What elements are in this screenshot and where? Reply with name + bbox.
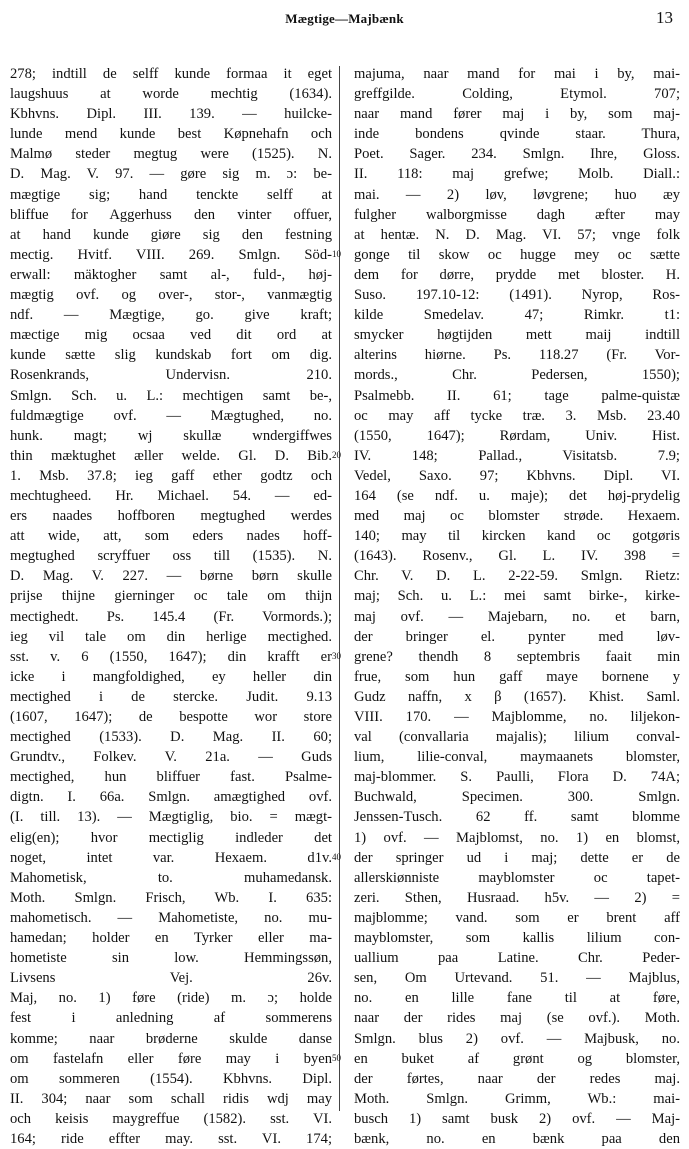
text-line: mægtige sig; hand tenckte selff at [10, 186, 332, 203]
text-line: Moth. Smlgn. Frisch, Wb. I. 635: [10, 889, 332, 906]
text-line: D. Mag. V. 97. — gøre sig m. ɔ: be- [10, 166, 332, 183]
text-line: Mahometisk, to. muhamedansk. [10, 869, 332, 886]
text-line: mectighed i de stercke. Judit. 9.13 [10, 688, 332, 705]
text-line: (1607, 1647); de bespotte wor store [10, 709, 332, 725]
text-line: Psalmebb. II. 61; tage palme-quistæ [354, 387, 680, 404]
text-line: mectig. Hvitf. VIII. 269. Smlgn. Söd- [10, 246, 332, 263]
text-line: 140; may til kircken kand oc gotgøris [354, 528, 680, 545]
text-line: och keisis maygreffue (1582). sst. VI. [10, 1110, 332, 1127]
text-line: 278; indtill de selff kunde formaa it eget [10, 66, 332, 82]
text-line: zeri. Sthen, Husraad. h5v. — 2) = [354, 889, 680, 906]
column-divider [339, 66, 340, 1111]
text-line: kilde Smedelav. 47; Rimkr. t1: [354, 307, 680, 324]
text-line: Grundtv., Folkev. V. 21a. — Guds [10, 749, 332, 766]
line-number-marker: 20 [332, 449, 341, 460]
text-line: Poet. Sager. 234. Smlgn. Ihre, Gloss. [354, 146, 680, 163]
text-line: bliffue for Aggerhuss den vinter offuer, [10, 206, 332, 223]
text-line: inde bondens qvinde staar. Thura, [354, 126, 680, 143]
text-line: mechtugheed. Hr. Michael. 54. — ed- [10, 487, 332, 504]
text-line: att wide, att, som eders nades hoff- [10, 528, 332, 545]
text-line: laugshuus at worde mechtig (1634). [10, 86, 332, 103]
text-line: ieg vil tale om din herlige mectighed. [10, 628, 332, 645]
text-line: mords., Chr. Pedersen, 1550); [354, 367, 680, 384]
text-line: fuldmægtige ovf. — Mægtughed, no. [10, 407, 332, 424]
text-line: hometiste sin low. Hemmingssøn, [10, 950, 332, 967]
text-line: fest i anledning af sommerens [10, 1010, 332, 1027]
text-line: II. 304; naar som schall ridis wdj may [10, 1090, 332, 1107]
text-line: alterins hiørne. Ps. 118.27 (Fr. Vor- [354, 347, 680, 364]
text-line: IV. 148; Pallad., Visitatsb. 7.9; [354, 447, 680, 464]
page-number: 13 [656, 8, 673, 27]
text-line: gonge til skow oc hugge mey oc sætte [354, 246, 680, 263]
line-number-marker: 30 [332, 650, 341, 661]
text-line: der bringer el. pynter med løv- [354, 628, 680, 645]
text-line: (I. till. 13). — Mægtiglig, bio. = mægt- [10, 809, 332, 826]
text-line: elig(en); hvor mectiglig indleder det [10, 829, 332, 846]
text-line: 1) ovf. — Majblomst, no. 1) en blomst, [354, 829, 680, 846]
text-line: mægtig ovf. og over-, stor-, vanmægtig [10, 287, 332, 304]
text-line: lunde mend kunde best Køpnehafn och [10, 126, 332, 143]
text-line: prijse thijne gierninger oc tale om thijn [10, 588, 332, 605]
text-line: greffgilde. Colding, Etymol. 707; [354, 86, 680, 103]
text-line: med maj oc blomster strøde. Hexaem. [354, 508, 680, 525]
text-line: Jenssen-Tusch. 62 ff. samt blomme [354, 809, 680, 826]
text-line: (1643). Rosenv., Gl. L. IV. 398 = [354, 548, 680, 565]
text-line: Livsens Vej. 26v. [10, 970, 332, 987]
text-line: maj; Sch. u. L.: mei samt birke-, kirke- [354, 588, 680, 605]
text-line: megtughed scryffuer oss till (1535). N. [10, 548, 332, 565]
text-line: Vedel, Saxo. 97; Kbhvns. Dipl. VI. [354, 467, 680, 484]
text-line: Maj, no. 1) føre (ride) m. ɔ; holde [10, 990, 332, 1007]
text-line: digtn. I. 66a. Smlgn. amægtighed ovf. [10, 789, 332, 806]
text-line: komme; naar brøderne skulde danse [10, 1030, 332, 1047]
text-line: ers naades hoffboren megtughed werdes [10, 508, 332, 525]
running-head: Mægtige—Majbænk [285, 11, 404, 26]
text-line: maj-blommer. S. Paulli, Flora D. 74A; [354, 769, 680, 786]
text-line: en buket af grønt og blomster, [354, 1050, 680, 1067]
text-line: Malmø steder megtug were (1525). N. [10, 146, 332, 163]
text-line: Moth. Smlgn. Grimm, Wb.: mai- [354, 1090, 680, 1107]
text-line: maj ovf. — Majebarn, no. et barn, [354, 608, 680, 625]
text-line: (1550, 1647); Rørdam, Univ. Hist. [354, 427, 680, 444]
text-line: naar der rides maj (se ovf.). Moth. [354, 1010, 680, 1027]
text-line: 164 (se ndf. u. maje); det høj-prydelig [354, 487, 680, 504]
text-line: fulgher walborgmisse dagh æfter may [354, 206, 680, 223]
text-line: dem for dørre, prydde met bloster. H. [354, 266, 680, 283]
text-line: majuma, naar mand for mai i by, mai- [354, 66, 680, 82]
text-line: noget, intet var. Hexaem. d1v. [10, 849, 332, 866]
text-line: mæctige mig ocsaa ved dit ord at [10, 327, 332, 344]
text-line: mectighed (1533). D. Mag. II. 60; [10, 729, 332, 746]
text-line: allerskiønniste mayblomster oc tapet- [354, 869, 680, 886]
text-line: hunk. magt; wj skullæ wndergiffwes [10, 427, 332, 444]
line-number-marker: 40 [332, 851, 341, 862]
text-line: om sommeren (1554). Kbhvns. Dipl. [10, 1070, 332, 1087]
text-line: D. Mag. V. 227. — børne børn skulle [10, 568, 332, 585]
text-line: at hand kunde giøre sig den festning [10, 226, 332, 243]
text-line: sst. v. 6 (1550, 1647); din krafft er [10, 648, 332, 665]
text-line: 1. Msb. 37.8; ieg gaff ether godtz och [10, 467, 332, 484]
text-line: mectighed, hun bliffuer fast. Psalme- [10, 769, 332, 786]
line-number-marker: 50 [332, 1052, 341, 1063]
text-line: der førtes, naar der redes maj. [354, 1070, 680, 1087]
text-line: mahometisch. — Mahometiste, no. mu- [10, 909, 332, 926]
text-line: VIII. 170. — Majblomme, no. liljekon- [354, 709, 680, 725]
text-line: icke i mangfoldighed, ey heller din [10, 668, 332, 685]
text-line: Chr. V. D. L. 2-22-59. Smlgn. Rietz: [354, 568, 680, 585]
text-line: hamedan; holder en Tyrker eller ma- [10, 930, 332, 947]
text-line: mectighedt. Ps. 145.4 (Fr. Vormords.); [10, 608, 332, 625]
text-line: frue, som hun gaff maye bornene y [354, 668, 680, 685]
text-line: thin mæktughet æller welde. Gl. D. Bib. [10, 447, 332, 464]
text-line: Gudz naffn, x β (1657). Khist. Saml. [354, 688, 680, 705]
text-line: Smlgn. blus 2) ovf. — Majbusk, no. [354, 1030, 680, 1047]
text-line: erwall: mäktogher samt al-, fuld-, høj- [10, 266, 332, 283]
text-line: mai. — 2) løv, løvgrene; huo æy [354, 186, 680, 203]
text-line: naar mand fører maj i by, som maj- [354, 106, 680, 123]
text-line: oc may aff tycke træ. 3. Msb. 23.40 [354, 407, 680, 424]
text-line: ndf. — Mægtige, go. give kraft; [10, 307, 332, 324]
text-line: grene? thendh 8 septembris faait min [354, 648, 680, 665]
text-line: at hentæ. N. D. Mag. VI. 57; vnge folk [354, 226, 680, 243]
text-line: majblomme; vand. som er brent aff [354, 909, 680, 926]
text-line: mayblomster, som kallis lilium con- [354, 930, 680, 947]
text-line: Smlgn. Sch. u. L.: mechtigen samt be-, [10, 387, 332, 404]
text-line: Rosenkrands, Undervisn. 210. [10, 367, 332, 384]
text-line: uallium paa Latine. Chr. Peder- [354, 950, 680, 967]
line-number-marker: 10 [332, 248, 341, 259]
text-line: val (convallaria majalis); lilium conval- [354, 729, 680, 746]
text-line: smycker høgtijden mett maij indtill [354, 327, 680, 344]
text-line: II. 118: maj grefwe; Molb. Diall.: [354, 166, 680, 183]
text-line: kunde sætte slig kundskab fort om dig. [10, 347, 332, 364]
text-line: sen, Om Urtevand. 51. — Majblus, [354, 970, 680, 987]
text-line: Buchwald, Specimen. 300. Smlgn. [354, 789, 680, 806]
page-header [0, 8, 689, 32]
text-line: Suso. 197.10-12: (1491). Nyrop, Ros- [354, 287, 680, 304]
text-line: 164; ride effter may. sst. VI. 174; [10, 1130, 332, 1147]
text-line: Kbhvns. Dipl. III. 139. — huilcke- [10, 106, 332, 123]
text-line: busch 1) samt busk 2) ovf. — Maj- [354, 1110, 680, 1127]
text-line: bænk, no. en bænk paa den [354, 1130, 680, 1147]
text-line: der springer ud i maj; dette er de [354, 849, 680, 866]
text-line: no. en lille fane til at føre, [354, 990, 680, 1007]
text-line: om fastelafn eller føre may i byen [10, 1050, 332, 1067]
right-column [354, 64, 680, 1149]
text-line: lium, lilie-conval, maymaanets blomster, [354, 749, 680, 766]
left-column [10, 64, 332, 1149]
